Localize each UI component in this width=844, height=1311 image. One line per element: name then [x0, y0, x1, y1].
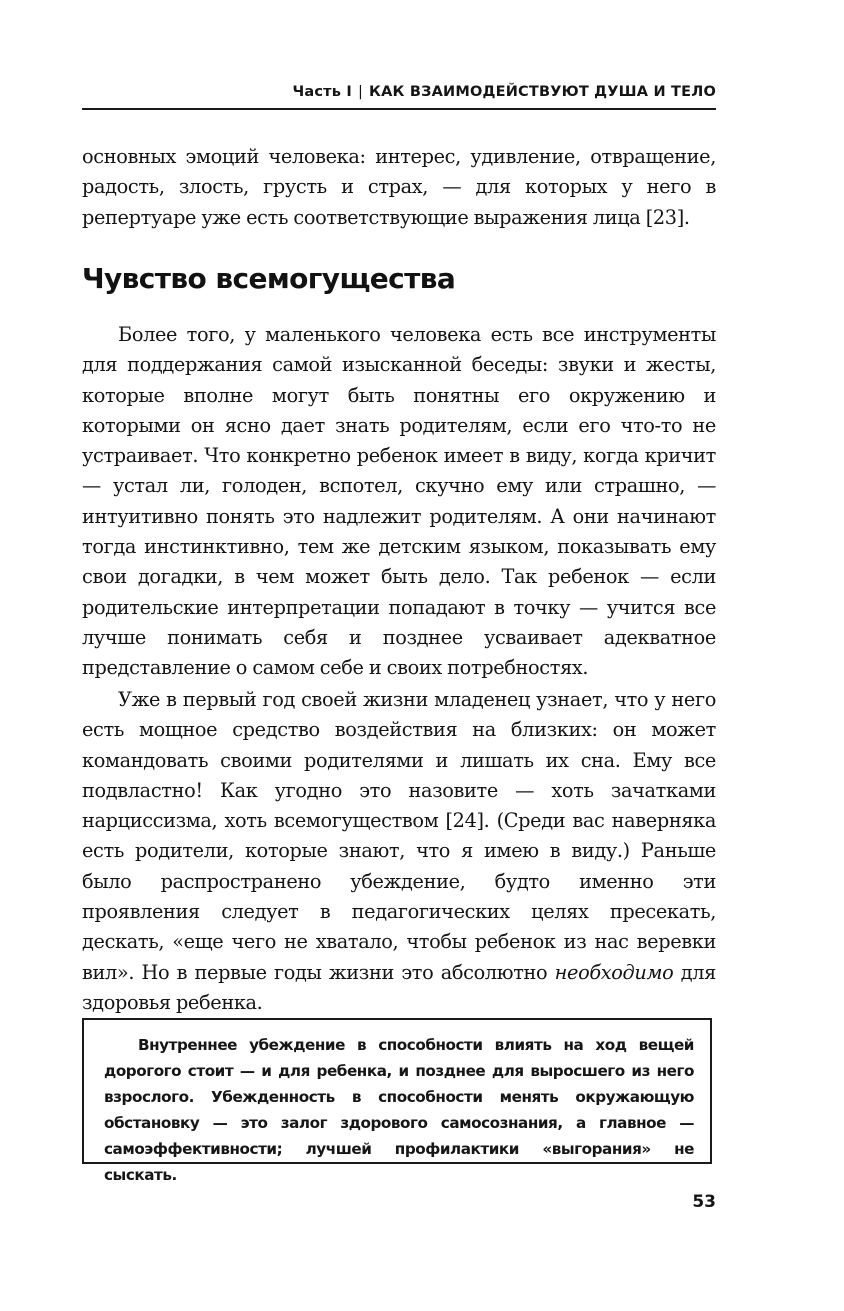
running-header: [292, 84, 716, 100]
intro-paragraph: основных эмоций человека: интерес, удивление, отвращение, радость, злость, грусть и страх, — для которых у него в репертуаре уже есть соответствующие выражения лица [23].: [82, 145, 716, 229]
book-page: [82, 0, 716, 1311]
callout-box: [82, 1018, 712, 1184]
header-rule: [82, 108, 716, 110]
page-number: 53: [692, 1192, 716, 1212]
paragraph-2-text-start: Уже в первый год своей жизни младенец узнает, что у него есть мощное средство воздействия на близких: он может командовать своими родителями и лишать их сна. Ему все подвластно! Как угодно это назовите — хоть зачатками нарциссизма, хоть всемогуществом [24]. (Среди вас наверняка есть родители, которые знают, что я имею в виду.) Раньше было распространено убеждение, будто именно эти проявления следует в педагогических целях пресекать, дескать, «еще чего не хватало, чтобы ребенок из нас веревки вил». Но в первые годы жизни это абсолютно: [82, 688, 716, 984]
header-separator: |: [357, 84, 364, 100]
header-part-label: Часть I: [292, 84, 352, 100]
paragraph-2-text-end: для здоровья ребенка.: [82, 960, 716, 1014]
section-paragraph-1: Более того, у маленького человека есть все инструменты для поддержания самой изысканной беседы: звуки и жесты, которые вполне могут быть понятны его окружению и которыми он ясно дает знать родителям, если его что-то не устраивает. Что конкретно ребенок имеет в виду, когда кричит — устал ли, голоден, вспотел, скучно ему или страшно, — интуитивно понять это надлежит родителям. А они начинают тогда инстинктивно, тем же детским языком, показывать ему свои догадки, в чем может быть дело. Так ребенок — если родительские интерпретации попадают в точку — учится все лучше понимать себя и позднее усваивает адекватное представление о самом себе и своих потребностях.: [82, 323, 716, 680]
callout-text: Внутреннее убеждение в способности влиять на ход вещей дорогого стоит — и для ребенка, и позднее для выросшего из него взрослого. Убежденность в способности менять окружающую обстановку — это залог здорового самосознания, а главное — самоэффективности; лучшей профилактики «выгорания» не сыскать.: [104, 1036, 694, 1184]
section-paragraph-2: [82, 685, 716, 1018]
section-heading: Чувство всемогущества: [82, 262, 456, 295]
paragraph-2-emphasis: необходимо: [554, 960, 674, 984]
header-chapter-title: КАК ВЗАИМОДЕЙСТВУЮТ ДУША И ТЕЛО: [369, 84, 716, 100]
